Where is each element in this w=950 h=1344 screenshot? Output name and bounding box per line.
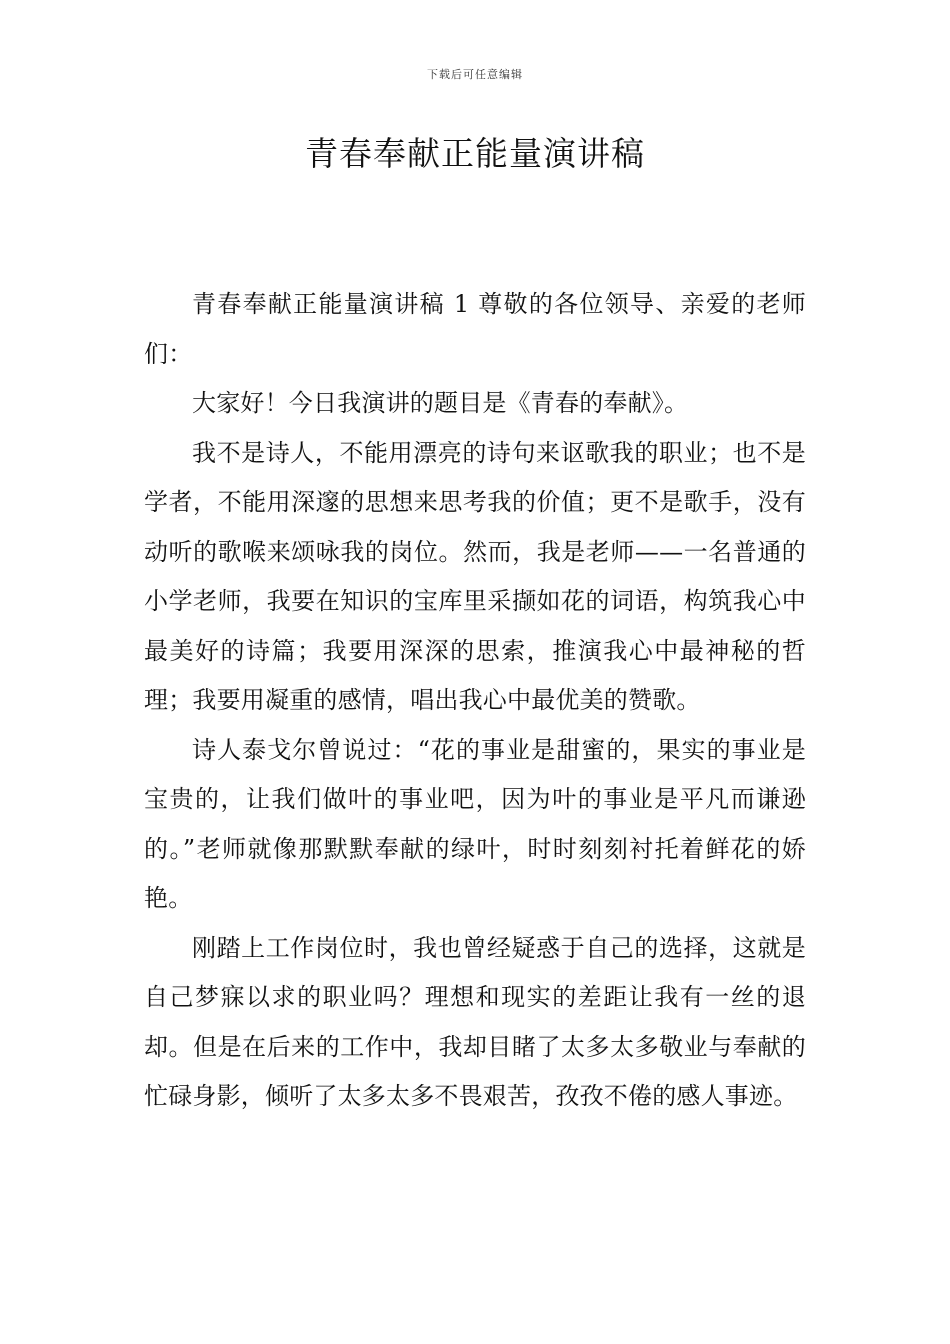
paragraph-identity: 我不是诗人，不能用漂亮的诗句来讴歌我的职业；也不是学者，不能用深邃的思想来思考我的价值；更不是歌手，没有动听的歌喉来颂咏我的岗位。然而，我是老师——一名普通的小学老师，我要在知识的宝库里采撷如花的词语，构筑我心中最美好的诗篇；我要用深深的思索，推演我心中最神秘的哲理；我要用凝重的感情，唱出我心中最优美的赞歌。 xyxy=(144,438,806,714)
paragraph-greeting: 青春奉献正能量演讲稿 1 尊敬的各位领导、亲爱的老师们： xyxy=(144,290,806,368)
paragraph-topic: 大家好！今日我演讲的题目是《青春的奉献》。 xyxy=(192,389,689,417)
page-header-note: 下载后可任意编辑 xyxy=(427,68,523,81)
paragraph-tagore-quote: 诗人泰戈尔曾说过：“花的事业是甜蜜的，果实的事业是宝贵的，让我们做叶的事业吧，因为叶的事业是平凡而谦逊的。”老师就像那默默奉献的绿叶，时时刻刻衬托着鲜花的娇艳。 xyxy=(144,735,806,912)
paragraph-early-career: 刚踏上工作岗位时，我也曾经疑惑于自己的选择，这就是自己梦寐以求的职业吗？理想和现实的差距让我有一丝的退却。但是在后来的工作中，我却目睹了太多太多敬业与奉献的忙碌身影，倾听了太多太多不畏艰苦，孜孜不倦的感人事迹。 xyxy=(144,933,806,1110)
document-body xyxy=(144,280,806,1122)
document-title: 青春奉献正能量演讲稿 xyxy=(305,134,645,173)
